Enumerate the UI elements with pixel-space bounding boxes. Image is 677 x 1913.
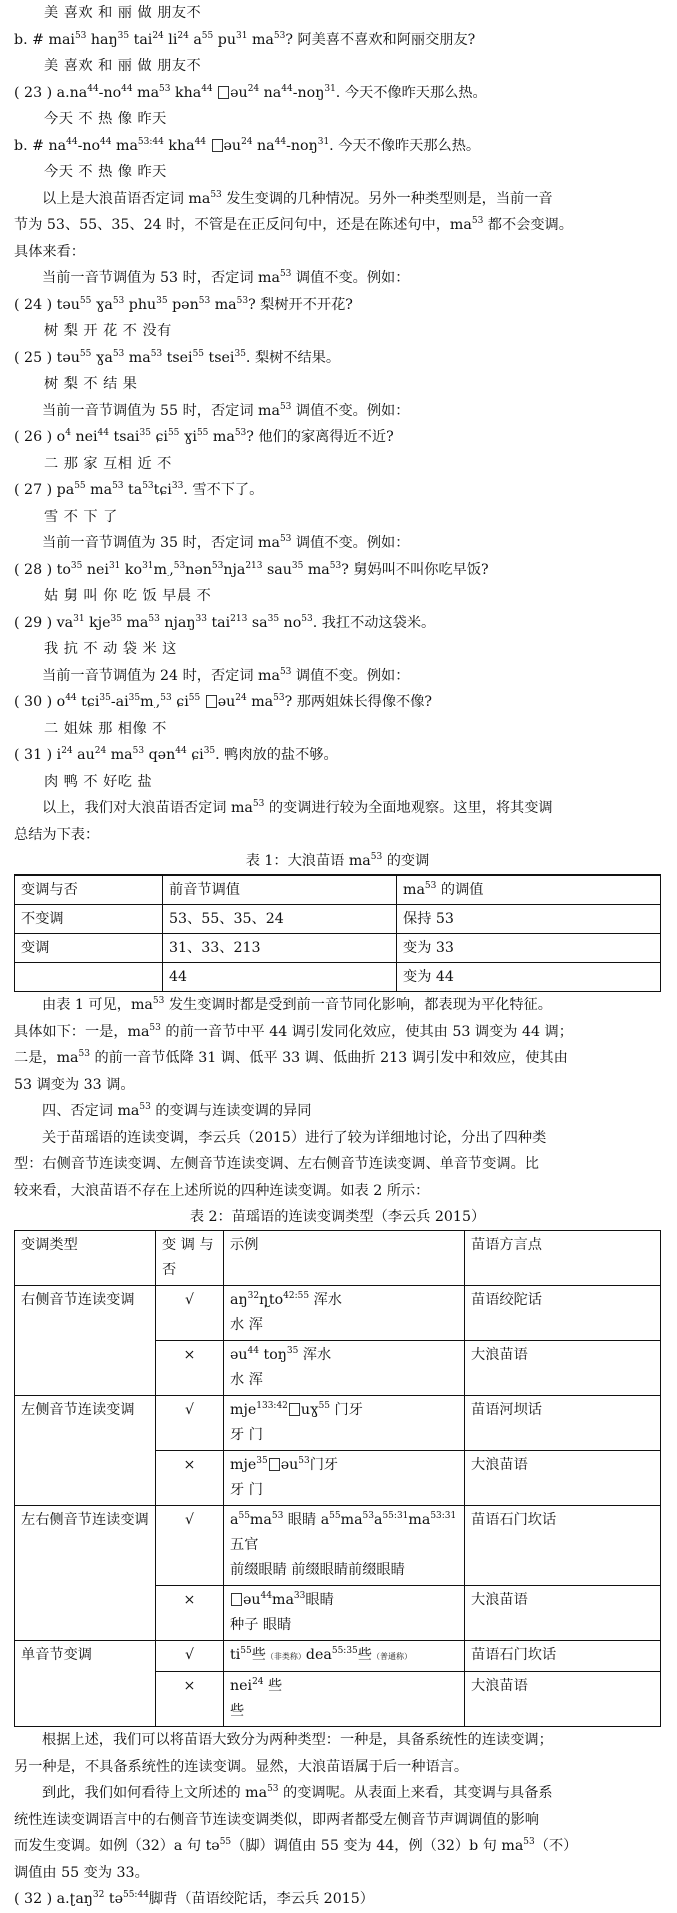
table2-header-cell: 变 调 与 否 xyxy=(156,1231,224,1286)
table2-dialect-cell: 大浪苗语 xyxy=(465,1672,661,1727)
text-line: 另一种是，不具备系统性的连读变调。显然，大浪苗语属于后一种语言。 xyxy=(14,1758,469,1775)
gloss-line: 美 喜欢 和 丽 做 朋友不 xyxy=(44,5,202,21)
example-line: ( 32 ) a.ʈaŋ$^{32}$ tə$^{55:44}$脚背（苗语绞陀话，李云兵 2015） xyxy=(14,1890,374,1907)
text-block-a xyxy=(14,0,661,848)
table2-dialect-cell: 大浪苗语 xyxy=(465,1341,661,1396)
example-line: ( 29 ) $va^{31}$ kje$^{35}$ $ma^{53}$ njaŋ$^{33}$ tai$^{213}$ $sa^{35}$ $no^{53}$. 我扛不动这袋米。 xyxy=(14,613,436,631)
table2-header-cell: 苗语方言点 xyxy=(465,1231,661,1286)
table2-dialect-cell: 大浪苗语 xyxy=(465,1586,661,1641)
table2 xyxy=(14,1230,661,1727)
gloss-line: 今天 不 热 像 昨天 xyxy=(44,164,167,180)
table1-cell: 44 xyxy=(163,963,397,992)
table2-row xyxy=(15,1396,661,1451)
example-line: ( 26 ) $o^4$ nei$^{44}$ tsai$^{35}$ ɕi$^{55}$ ɣi$^{55}$ $ma^{53}$? 他们的家离得近不近? xyxy=(14,428,394,445)
table2-example-cell: mje$^{133:42}$ uɣ$^{55}$ 门牙 牙 门 xyxy=(224,1396,465,1451)
example-line: ( 25 ) təu$^{55}$ ɣa$^{53}$ $ma^{53}$ tsei$^{55}$ tsei$^{35}$. 梨树不结果。 xyxy=(14,348,341,366)
text-line: 节为 53、55、35、24 时，不管是在正反问句中，还是在陈述句中，$ma^{53}$ 都不会变调。 xyxy=(14,216,573,233)
table2-header-cell: 变调类型 xyxy=(15,1231,156,1286)
text-block-c xyxy=(14,1727,661,1913)
table2-header-row xyxy=(15,1231,661,1286)
gloss-line: 雪 不 下 了 xyxy=(44,508,118,525)
gloss-line: 肉 鸭 不 好吃 盐 xyxy=(44,773,153,790)
table2-type-cell: 左右侧音节连读变调 xyxy=(15,1506,156,1641)
table1-row xyxy=(15,905,661,934)
table1-cell: 变调 xyxy=(15,934,163,963)
text-line: 调值由 55 变为 33。 xyxy=(14,1864,149,1881)
example-line: ( 31 ) $i^{24}$ $au^{24}$ $ma^{53}$ qən$^{44}$ ɕi$^{35}$. 鸭肉放的盐不够。 xyxy=(14,746,338,763)
text-line: 二是，$ma^{53}$ 的前一音节低降 31 调、低平 33 调、低曲折 213 调引发中和效应，使其由 xyxy=(14,1049,568,1066)
table2-mark-cell: × xyxy=(156,1341,224,1396)
table2-example-cell: $əu^{44}ma^{33}$眼睛 种子 眼睛 xyxy=(224,1586,465,1641)
text-line: 当前一音节调值为 35 时，否定词 $ma^{53}$ 调值不变。例如： xyxy=(42,534,410,551)
table2-type-cell: 右侧音节连读变调 xyxy=(15,1286,156,1396)
table1-header-row xyxy=(15,875,661,905)
table1-cell: 变为 44 xyxy=(397,963,661,992)
gloss-line: 美 喜欢 和 丽 做 朋友不 xyxy=(44,58,202,74)
table2-mark-cell: √ xyxy=(156,1641,224,1672)
table2-example-cell: $aŋ^{32}ɳ̩to^{42:55}$ 浑水 水 浑 xyxy=(224,1286,465,1341)
table2-mark-cell: × xyxy=(156,1451,224,1506)
text-line: 统性连读变调语言中的右侧音节连读变调类似，即两者都受左侧音节声调调值的影响 xyxy=(14,1811,539,1828)
example-line: ( 24 ) təu$^{55}$ ɣa$^{53}$ phu$^{35}$ pən$^{53}$ $ma^{53}$? 梨树开不开花? xyxy=(14,295,353,313)
table2-example-cell: nei$^{24}$ 些 些 xyxy=(224,1672,465,1727)
table1-row xyxy=(15,934,661,963)
text-line: 53 调变为 33 调。 xyxy=(14,1076,135,1093)
table1-cell: 保持 53 xyxy=(397,905,661,934)
table1-row xyxy=(15,963,661,992)
table1-header-cell: 前音节调值 xyxy=(163,875,397,905)
text-line: 以上是大浪苗语否定词 $ma^{53}$ 发生变调的几种情况。另外一种类型则是，当前一音 xyxy=(42,189,553,207)
example-line: ( 27 ) $pa^{55}$ $ma^{53}$ $ta^{53}tɕi^{33}$. 雪不下了。 xyxy=(14,481,264,498)
example-line: ( 28 ) $to^{35}$ nei$^{31}$ $ko^{31}m_\cdot,^{53}nən^{53}nja^{213}$ sau$^{35}$ $ma^{53}$? 舅妈叫不叫你吃早饭? xyxy=(14,560,489,580)
table2-row xyxy=(15,1286,661,1341)
example-line: ( 23 ) $a.na^{44}-no^{44}$ $ma^{53}$ kha$^{44}$ əu$^{24}$ $na^{44}-noŋ^{31}$. 今天不像昨天那么热。 xyxy=(14,83,487,101)
table2-caption: 表 2：苗瑶语的连读变调类型（李云兵 2015） xyxy=(189,1209,486,1225)
table2-header-cell: 示例 xyxy=(224,1231,465,1286)
text-line: 具体来看： xyxy=(14,243,85,260)
text-line: 具体如下：一是，$ma^{53}$ 的前一音节中平 44 调引发同化效应，使其由 53 调变为 44 调； xyxy=(14,1022,573,1040)
text-line: 根据上述，我们可以将苗语大致分为两种类型：一种是，具备系统性的连读变调； xyxy=(42,1732,553,1748)
table2-mark-cell: × xyxy=(156,1586,224,1641)
table2-type-cell: 左侧音节连读变调 xyxy=(15,1396,156,1506)
text-line: 以上，我们对大浪苗语否定词 $ma^{53}$ 的变调进行较为全面地观察。这里，将其变调 xyxy=(42,799,553,816)
example-line: ( 30 ) $o^{44}$ $tɕi^{35}-ai^{35}m_\cdot,^{53}$ ɕi$^{55}$ əu$^{24}$ $ma^{53}$? 那两姐妹长得像不像? xyxy=(14,693,432,712)
text-block-b xyxy=(14,992,661,1204)
table1-cell xyxy=(15,963,163,992)
table1-caption: 表 1：大浪苗语 $ma^{53}$ 的变调 xyxy=(245,852,430,869)
table1 xyxy=(14,874,661,992)
gloss-line: 今天 不 热 像 昨天 xyxy=(44,111,167,127)
table2-row xyxy=(15,1641,661,1672)
text-line: 由表 1 可见，$ma^{53}$ 发生变调时都是受到前一音节同化影响，都表现为平化特征。 xyxy=(42,996,552,1013)
table1-cell: 31、33、213 xyxy=(163,934,397,963)
table1-cell: 不变调 xyxy=(15,905,163,934)
table2-dialect-cell: 苗语河坝话 xyxy=(465,1396,661,1451)
table1-header-cell: 变调与否 xyxy=(15,875,163,905)
table2-example-cell: $ti^{55}$些（非类称）dea$^{55:35}$些（普通称） xyxy=(224,1641,465,1672)
table2-mark-cell: √ xyxy=(156,1286,224,1341)
gloss-line: 树 梨 开 花 不 没有 xyxy=(44,323,172,339)
table1-cell: 变为 33 xyxy=(397,934,661,963)
gloss-line: 姑 舅 叫 你 吃 饭 早晨 不 xyxy=(44,588,212,604)
table2-dialect-cell: 苗语绞陀话 xyxy=(465,1286,661,1341)
table2-type-cell: 单音节变调 xyxy=(15,1641,156,1727)
text-line: 关于苗瑶语的连读变调，李云兵（2015）进行了较为详细地讨论，分出了四种类 xyxy=(42,1129,547,1146)
text-line: 而发生变调。如例（32）a 句 tə$^{55}$（脚）调值由 55 变为 44，例（32）b 句 $ma^{53}$（不） xyxy=(14,1837,578,1854)
example-line: b. # $na^{44}-no^{44}$ $ma^{53:44}$ kha$^{44}$ əu$^{24}$ $na^{44}-noŋ^{31}$. 今天不像昨天那么热。 xyxy=(14,136,481,154)
text-line: 到此，我们如何看待上文所述的 $ma^{53}$ 的变调呢。从表面上来看，其变调与具备系 xyxy=(42,1784,553,1801)
table2-mark-cell: √ xyxy=(156,1506,224,1586)
text-line: 总结为下表： xyxy=(14,826,100,843)
table1-header-cell: $ma^{53}$ 的调值 xyxy=(397,875,661,905)
table2-example-cell: əu$^{44}$ toŋ$^{35}$ 浑水 水 浑 xyxy=(224,1341,465,1396)
gloss-line: 二 那 家 互相 近 不 xyxy=(44,455,172,472)
text-line: 较来看，大浪苗语不存在上述所说的四种连读变调。如表 2 所示： xyxy=(14,1182,430,1199)
text-line: 型：右侧音节连读变调、左侧音节连读变调、左右侧音节连读变调、单音节变调。比 xyxy=(14,1156,539,1172)
gloss-line: 二 姐妹 那 相像 不 xyxy=(44,720,167,737)
table2-mark-cell: × xyxy=(156,1672,224,1727)
table2-mark-cell: √ xyxy=(156,1396,224,1451)
text-line: 当前一音节调值为 55 时，否定词 $ma^{53}$ 调值不变。例如： xyxy=(42,401,410,419)
table1-cell: 53、55、35、24 xyxy=(163,905,397,934)
text-line: 当前一音节调值为 53 时，否定词 $ma^{53}$ 调值不变。例如： xyxy=(42,269,410,286)
gloss-line: 我 抗 不 动 袋 米 这 xyxy=(44,641,177,657)
table2-dialect-cell: 大浪苗语 xyxy=(465,1451,661,1506)
table2-example-cell: $a^{55}ma^{53}$ 眼睛 $a^{55}ma^{53}a^{55:31}ma^{53:31}$ 五官 前缀眼睛 前缀眼睛前缀眼睛 xyxy=(224,1506,465,1586)
example-line: b. # mai$^{53}$ haŋ$^{35}$ tai$^{24}$ $li^{24}$ $a^{55}$ $pu^{31}$ $ma^{53}$? 阿美喜不喜欢和阿丽交朋友? xyxy=(14,30,476,48)
table2-row xyxy=(15,1506,661,1586)
table2-dialect-cell: 苗语石门坎话 xyxy=(465,1506,661,1586)
text-line: 当前一音节调值为 24 时，否定词 $ma^{53}$ 调值不变。例如： xyxy=(42,666,410,684)
text-line: 四、否定词 $ma^{53}$ 的变调与连读变调的异同 xyxy=(42,1102,312,1119)
gloss-line: 树 梨 不 结 果 xyxy=(44,376,138,392)
table2-example-cell: mje$^{35}$ əu$^{53}$门牙 牙 门 xyxy=(224,1451,465,1506)
table2-dialect-cell: 苗语石门坎话 xyxy=(465,1641,661,1672)
